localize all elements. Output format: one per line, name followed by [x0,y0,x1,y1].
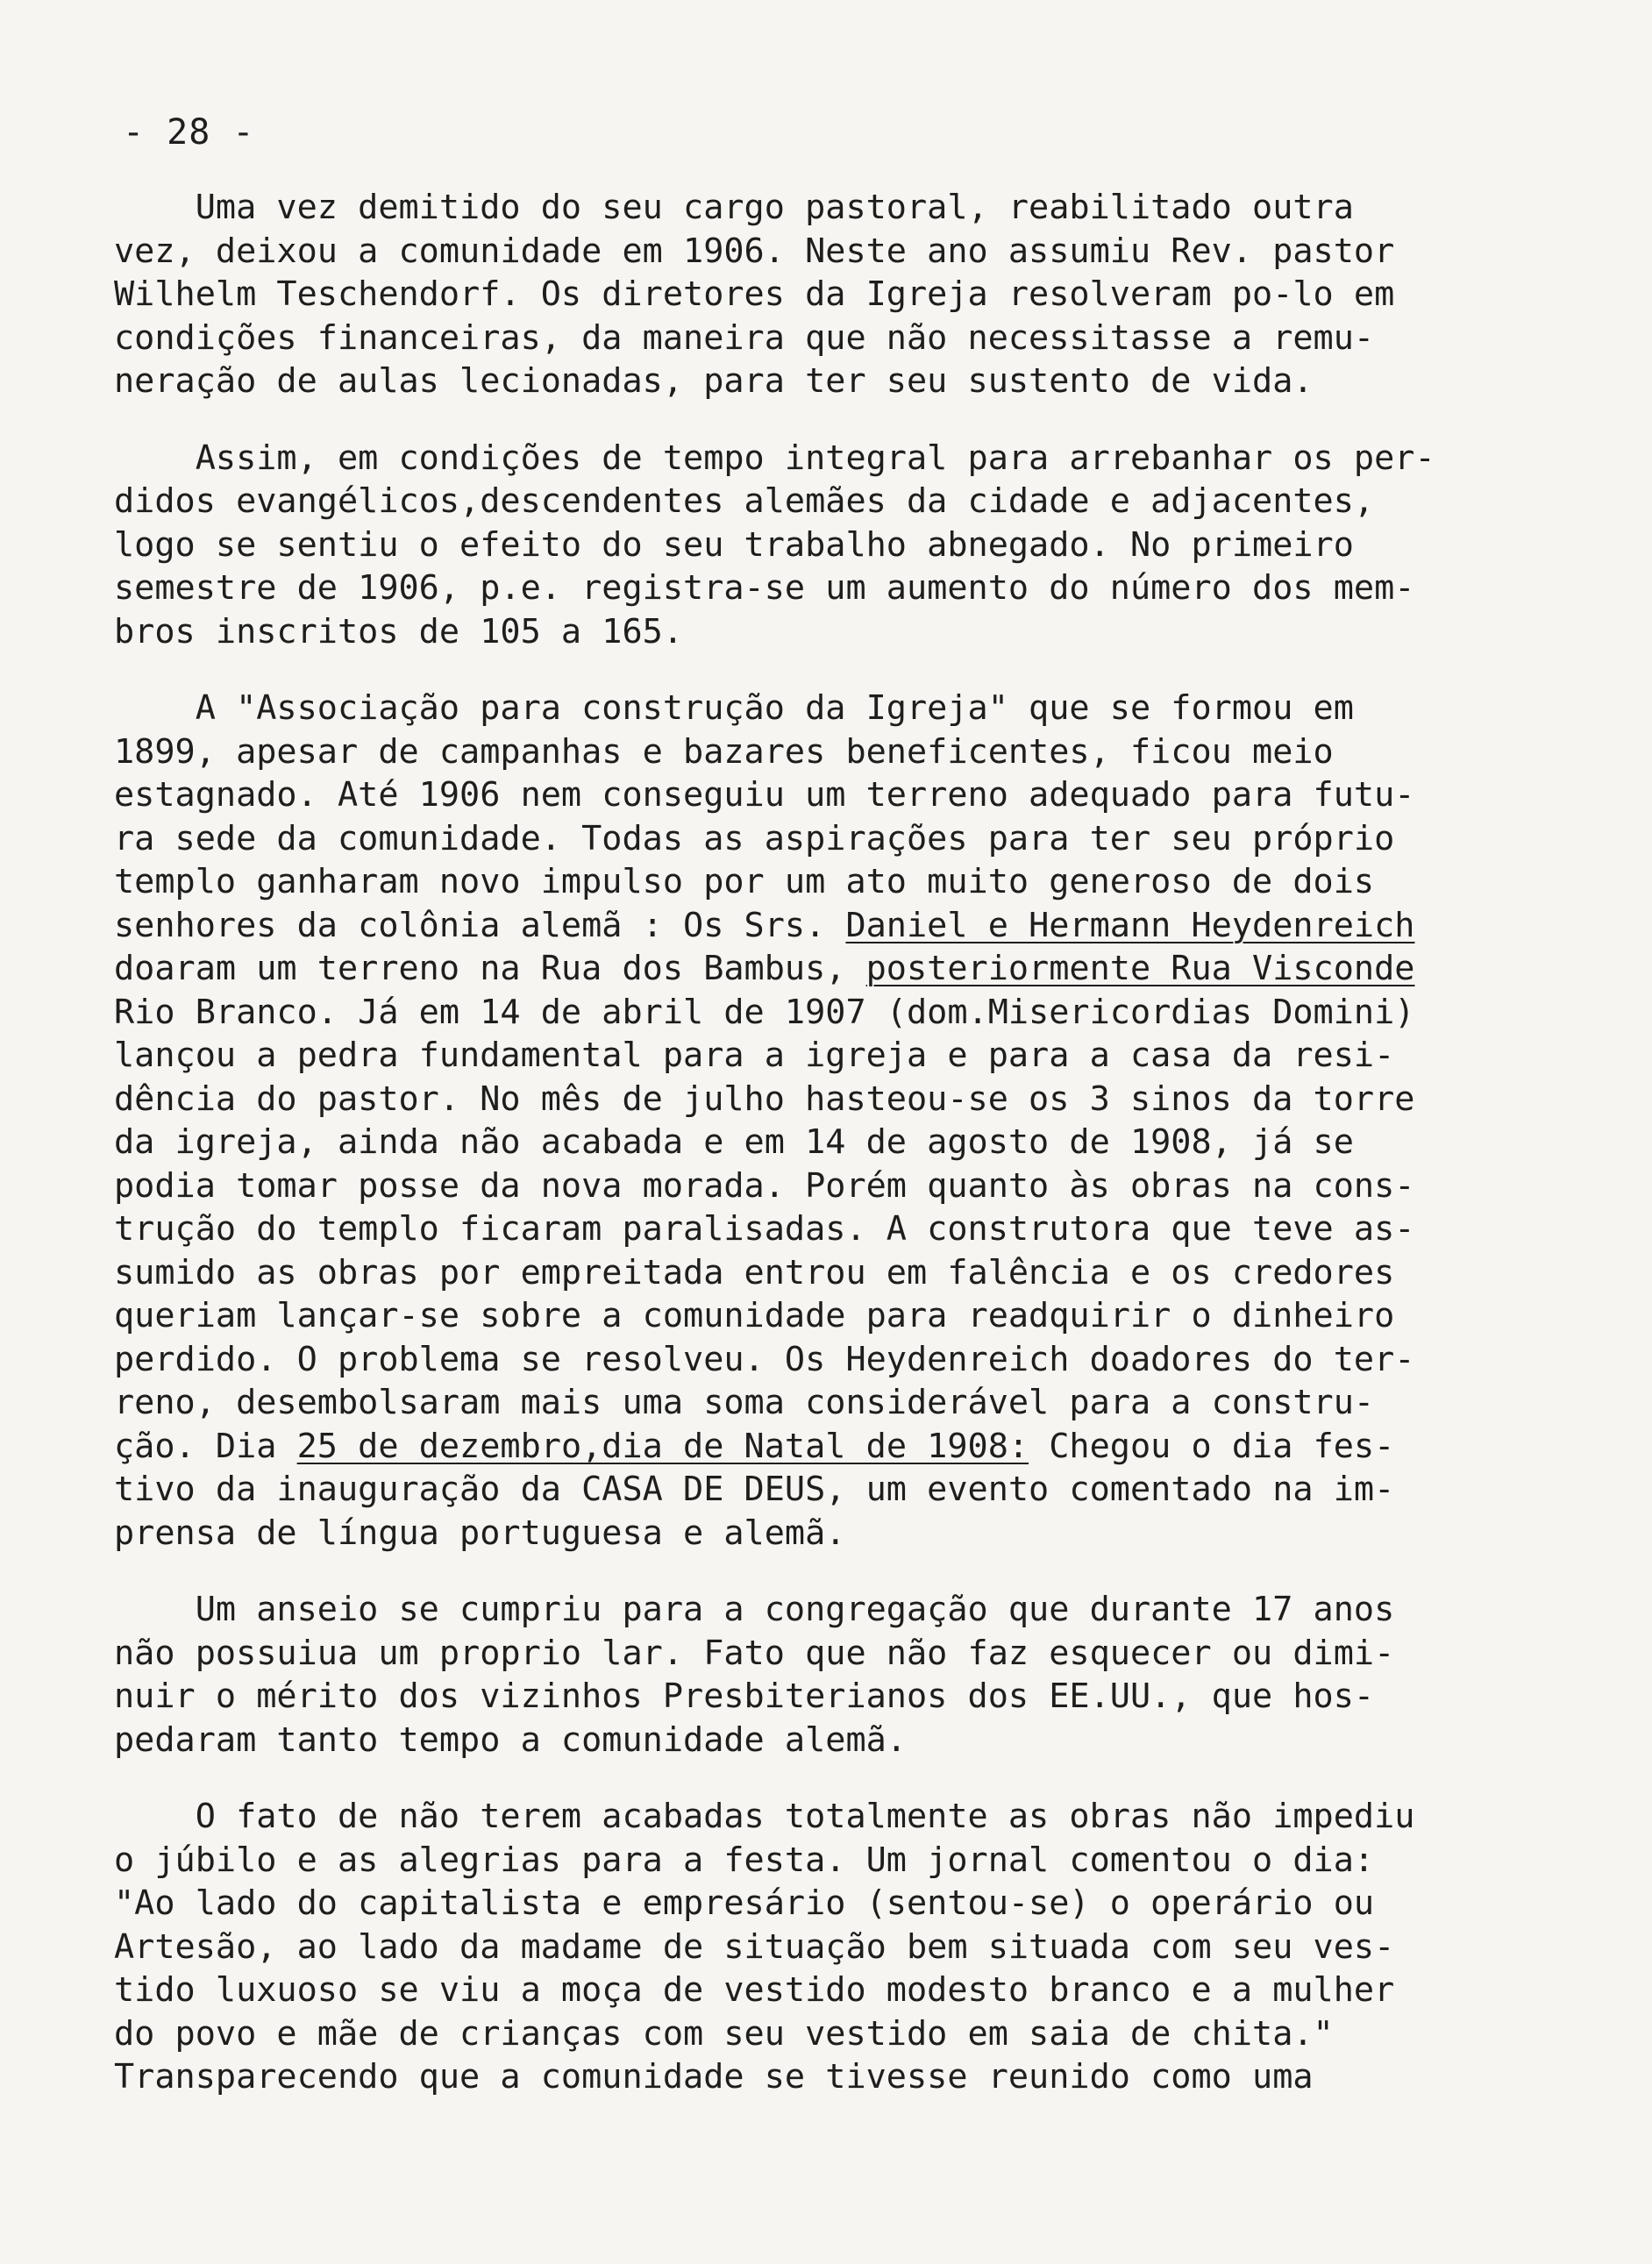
text-line: tido luxuoso se viu a moça de vestido modesto branco e a mulher [114,1970,1395,2010]
text-line: ra sede da comunidade. Todas as aspirações para ter seu próprio [114,818,1395,858]
text-line: templo ganharam novo impulso por um ato muito generoso de dois [114,862,1375,901]
text-line: Chegou o dia fes- [1029,1426,1395,1466]
text-line: A "Associação para construção da Igreja" que se formou em [114,688,1354,728]
paragraph-1 [114,186,1535,403]
text-line: não possuiua um proprio lar. Fato que não faz esquecer ou dimi- [114,1633,1395,1673]
text-line: 1899, apesar de campanhas e bazares beneficentes, ficou meio [114,731,1334,772]
text-line: ção. Dia [114,1426,297,1466]
text-line: doaram um terreno na Rua dos Bambus, [114,949,866,988]
paragraph-2 [114,437,1535,654]
page-number: - 28 - [123,112,255,153]
text-line: senhores da colônia alemã : Os Srs. [114,905,846,945]
text-line: vez, deixou a comunidade em 1906. Neste ano assumiu Rev. pastor [114,231,1395,271]
text-line: Artesão, ao lado da madame de situação bem situada com seu ves- [114,1926,1395,1967]
text-line: bros inscritos de 105 a 165. [114,611,684,651]
text-line: lançou a pedra fundamental para a igreja e para a casa da resi- [114,1036,1395,1075]
text-line: condições financeiras, da maneira que não necessitasse a remu- [114,317,1375,358]
text-line: sumido as obras por empreitada entrou em falência e os credores [114,1252,1395,1292]
text-line: queriam lançar-se sobre a comunidade para readquirir o dinheiro [114,1296,1395,1335]
text-line: O fato de não terem acabadas totalmente as obras não impediu [114,1797,1415,1836]
text-line: Transparecendo que a comunidade se tivesse reunido como uma [114,2057,1314,2097]
body-text [114,186,1535,2132]
text-line: didos evangélicos,descendentes alemães da cidade e adjacentes, [114,481,1375,521]
text-line: Uma vez demitido do seu cargo pastoral, reabilitado outra [114,188,1354,227]
paragraph-3 [114,687,1535,1555]
text-line: "Ao lado do capitalista e empresário (sentou-se) o operário ou [114,1883,1375,1923]
paragraph-4 [114,1588,1535,1762]
paragraph-5 [114,1795,1535,2099]
text-line: nuir o mérito dos vizinhos Presbiterianos dos EE.UU., que hos- [114,1677,1375,1716]
text-line: podia tomar posse da nova morada. Porém quanto às obras na cons- [114,1165,1415,1206]
text-line: dência do pastor. No mês de julho hasteou-se os 3 sinos da torre [114,1079,1415,1119]
text-line: neração de aulas lecionadas, para ter seu sustento de vida. [114,361,1314,401]
text-line: perdido. O problema se resolveu. Os Heydenreich doadores do ter- [114,1339,1415,1379]
text-line: o júbilo e as alegrias para a festa. Um jornal comentou o dia: [114,1840,1375,1880]
underlined-text: Daniel e Hermann Heydenreich [845,905,1415,945]
text-line: trução do templo ficaram paralisadas. A construtora que teve as- [114,1209,1415,1249]
text-line: estagnado. Até 1906 nem conseguiu um terreno adequado para futu- [114,775,1415,815]
text-line: reno, desembolsaram mais uma soma considerável para a constru- [114,1383,1375,1422]
text-line: prensa de língua portuguesa e alemã. [114,1513,846,1553]
text-line: tivo da inauguração da CASA DE DEUS, um evento comentado na im- [114,1470,1395,1509]
underlined-text: posteriormente Rua Visconde [865,949,1415,988]
text-line: Um anseio se cumpriu para a congregação que durante 17 anos [114,1590,1395,1629]
text-line: do povo e mãe de crianças com seu vestido em saia de chita." [114,2013,1334,2054]
text-line: Assim, em condições de tempo integral para arrebanhar os per- [114,438,1435,478]
text-line: Wilhelm Teschendorf. Os diretores da Igreja resolveram po-lo em [114,274,1395,314]
text-line: logo se sentiu o efeito do seu trabalho abnegado. No primeiro [114,524,1354,565]
text-line: da igreja, ainda não acabada e em 14 de agosto de 1908, já se [114,1122,1354,1162]
underlined-text: 25 de dezembro,dia de Natal de 1908: [296,1426,1029,1466]
text-line: pedaram tanto tempo a comunidade alemã. [114,1719,907,1760]
text-line: semestre de 1906, p.e. registra-se um aumento do número dos mem- [114,568,1415,608]
text-line: Rio Branco. Já em 14 de abril de 1907 (dom.Misericordias Domini) [114,992,1415,1032]
